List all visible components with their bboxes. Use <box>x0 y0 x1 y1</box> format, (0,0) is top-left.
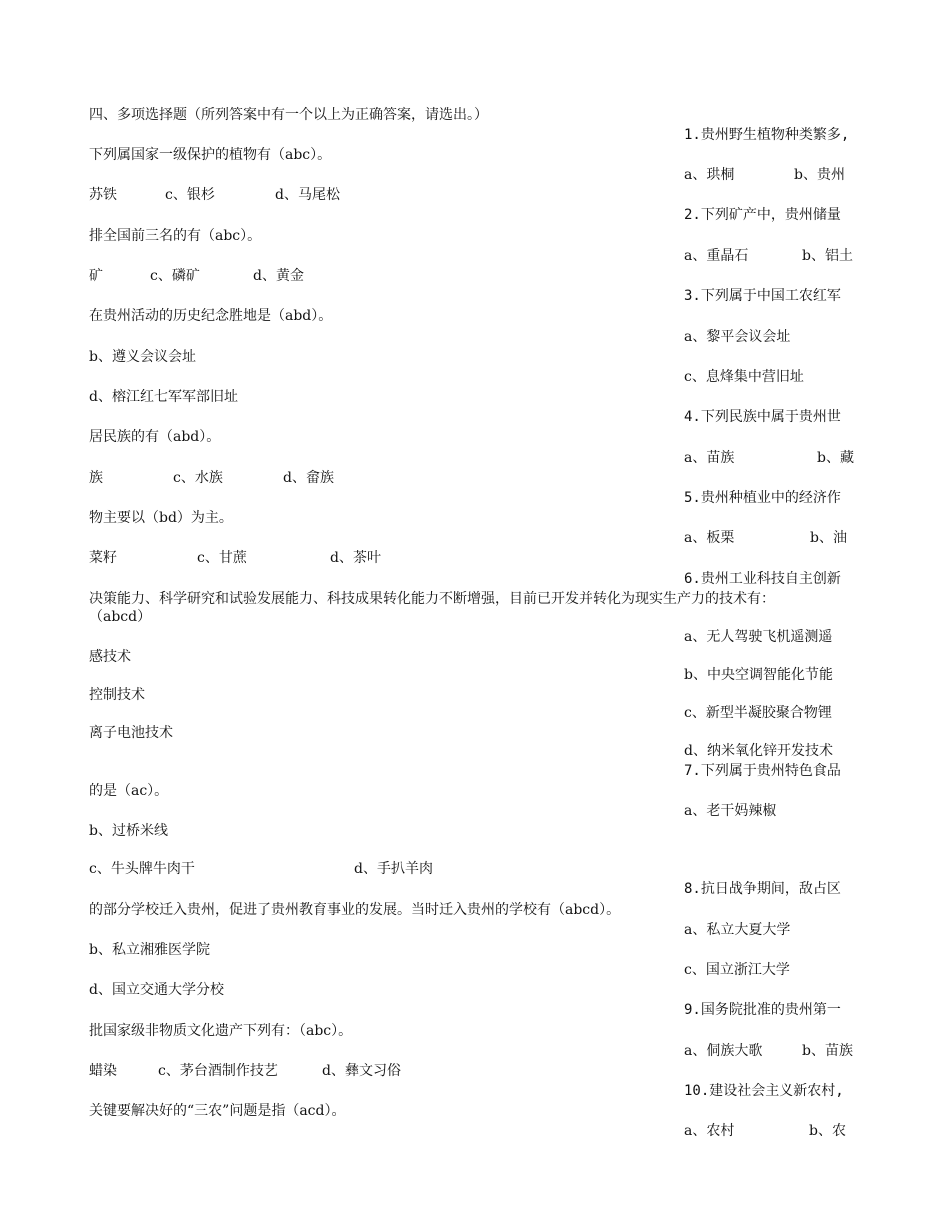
answer-line: 物主要以（bd）为主。 <box>89 510 233 526</box>
option-text: a、重晶石 <box>684 248 749 264</box>
answer-key: （abcd） <box>89 609 152 625</box>
question-line: 10.建设社会主义新农村, <box>684 1083 844 1099</box>
question-line: 2.下列矿产中，贵州储量 <box>684 207 841 223</box>
option-text: a、黎平会议会址 <box>684 329 791 345</box>
option-text: b、农 <box>809 1123 846 1139</box>
option-text: c、息烽集中营旧址 <box>684 369 804 385</box>
option-text: b、贵州 <box>794 167 845 183</box>
answer-line: 的部分学校迁入贵州，促进了贵州教育事业的发展。当时迁入贵州的学校有（abcd）。 <box>89 902 621 918</box>
option-text: a、板栗 <box>684 530 735 546</box>
option-text: a、老干妈辣椒 <box>684 803 777 819</box>
option-text: 族 <box>89 470 103 486</box>
option-text: a、珙桐 <box>684 167 735 183</box>
option-text: d、纳米氧化锌开发技术 <box>684 743 833 759</box>
option-text: b、遵义会议会址 <box>89 349 196 365</box>
answer-line: 决策能力、科学研究和试验发展能力、科技成果转化能力不断增强，目前已开发并转化为现实生产力的技术有： <box>89 591 775 607</box>
question-line: 9.国务院批准的贵州第一 <box>684 1002 841 1018</box>
option-text: b、私立湘雅医学院 <box>89 942 210 958</box>
option-text: c、茅台酒制作技艺 <box>158 1063 278 1079</box>
option-text: c、新型半凝胶聚合物锂 <box>684 705 832 721</box>
answer-line: 批国家级非物质文化遗产下列有：（abc）。 <box>89 1023 353 1039</box>
option-text: d、手扒羊肉 <box>354 861 433 877</box>
answer-line: 在贵州活动的历史纪念胜地是（abd）。 <box>89 308 333 324</box>
option-text: b、苗族 <box>802 1043 853 1059</box>
option-text: d、国立交通大学分校 <box>89 982 224 998</box>
option-text: c、甘蔗 <box>197 550 247 566</box>
option-text: 感技术 <box>89 649 131 665</box>
option-text: d、黄金 <box>253 268 304 284</box>
option-text: a、私立大夏大学 <box>684 922 791 938</box>
option-text: 菜籽 <box>89 550 117 566</box>
section-heading: 四、多项选择题（所列答案中有一个以上为正确答案，请选出。） <box>89 107 488 123</box>
option-text: c、水族 <box>173 470 223 486</box>
option-text: a、农村 <box>684 1123 735 1139</box>
option-text: 控制技术 <box>89 687 145 703</box>
question-line: 5.贵州种植业中的经济作 <box>684 490 841 506</box>
option-text: 离子电池技术 <box>89 725 173 741</box>
answer-line: 的是（ac）。 <box>89 783 169 799</box>
option-text: d、榕江红七军军部旧址 <box>89 389 238 405</box>
answer-line: 排全国前三名的有（abc）。 <box>89 228 262 244</box>
option-text: b、油 <box>810 530 847 546</box>
question-line: 1.贵州野生植物种类繁多, <box>684 127 850 143</box>
option-text: d、彝文习俗 <box>322 1063 401 1079</box>
option-text: d、畲族 <box>283 470 334 486</box>
option-text: a、无人驾驶飞机遥测遥 <box>684 629 833 645</box>
answer-line: 关键要解决好的“三农”问题是指（acd）。 <box>89 1103 346 1119</box>
option-text: d、茶叶 <box>330 550 381 566</box>
question-line: 8.抗日战争期间，敌占区 <box>684 881 841 897</box>
option-text: b、铝土 <box>802 248 853 264</box>
question-line: 3.下列属于中国工农红军 <box>684 288 841 304</box>
option-text: c、牛头牌牛肉干 <box>89 861 195 877</box>
option-text: b、中央空调智能化节能 <box>684 667 833 683</box>
answer-line: 居民族的有（abd）。 <box>89 429 221 445</box>
option-text: d、马尾松 <box>275 187 340 203</box>
option-text: b、过桥米线 <box>89 823 168 839</box>
answer-line: 下列属国家一级保护的植物有（abc）。 <box>89 147 332 163</box>
option-text: c、国立浙江大学 <box>684 962 790 978</box>
option-text: a、苗族 <box>684 450 735 466</box>
option-text: 苏铁 <box>89 187 117 203</box>
option-text: b、藏 <box>817 450 854 466</box>
option-text: c、磷矿 <box>150 268 200 284</box>
question-line: 7.下列属于贵州特色食品 <box>684 763 841 779</box>
question-line: 4.下列民族中属于贵州世 <box>684 409 841 425</box>
question-line: 6.贵州工业科技自主创新 <box>684 571 841 587</box>
option-text: c、银杉 <box>165 187 215 203</box>
option-text: 蜡染 <box>89 1063 117 1079</box>
option-text: a、侗族大歌 <box>684 1043 763 1059</box>
option-text: 矿 <box>89 268 103 284</box>
